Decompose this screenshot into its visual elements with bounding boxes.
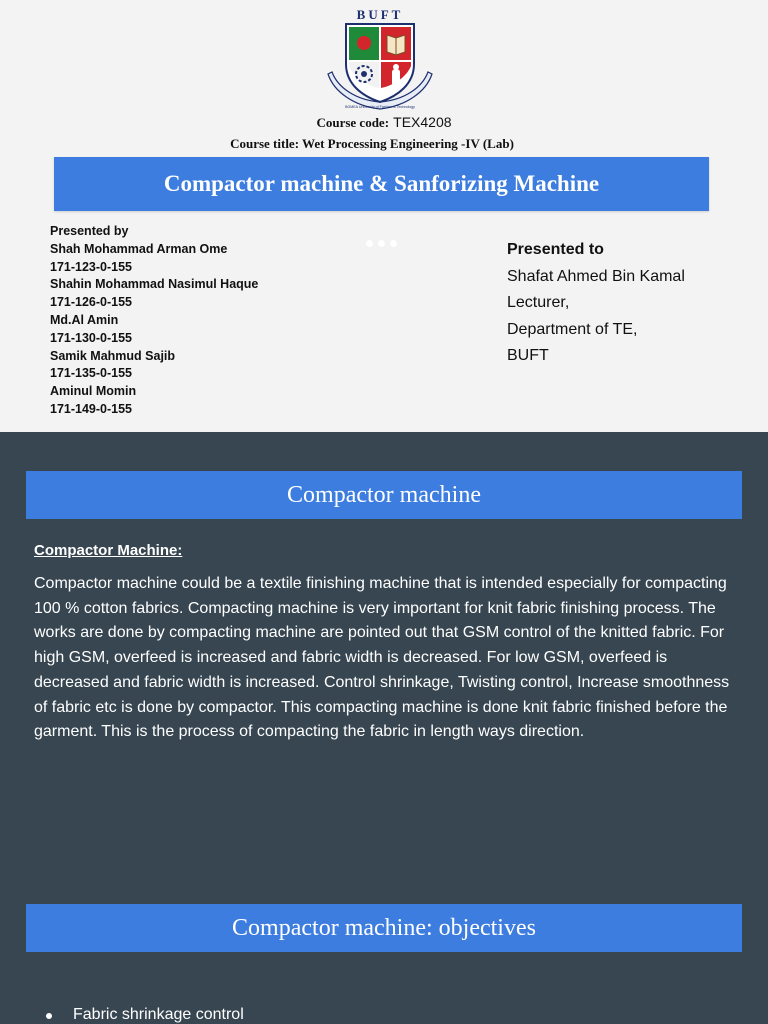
title-banner [54,157,709,211]
presented-by-block [50,223,350,419]
presenter-line: 171-149-0-155 [50,401,133,416]
objectives-banner-title: Compactor machine: objectives [232,914,536,941]
presentation-title: Compactor machine & Sanforizing Machine [163,171,600,196]
presented-to-block [507,237,747,370]
course-code-label: Course code: [316,115,390,130]
course-code-value: TEX4208 [393,114,452,130]
course-title-value: Wet Processing Engineering -IV (Lab) [302,136,514,151]
section-body-text: Compactor machine could be a textile finishing machine that is intended especially for compacting 100 % cotton fabrics. Compacting machine is very important for knit fabric finishing process. The works are done by compacting machine are pointed out that GSM control of the knitted fabric. For high GSM, overfeed is increased and fabric width is decreased. For low GSM, overfeed is decreased and fabric width is increased. Control shrinkage, Twisting control, Increase smoothness of fabric etc is done by compactor. This compacting machine is done knit fabric finished before the garment. This is the process of compacting the fabric in length ways direction. [34,575,730,741]
course-code [0,114,768,131]
course-title-label: Course title: [230,136,300,151]
presented-to-line: BUFT [507,347,549,364]
presenter-line: Shah Mohammad Arman Ome [50,241,228,256]
section-banner-title: Compactor machine [287,481,481,508]
presented-to-line: Shafat Ahmed Bin Kamal [507,267,685,285]
presenter-line: 171-123-0-155 [50,259,133,274]
objective-item: Fabric shrinkage control [44,1006,244,1024]
ellipsis-dots-icon [366,240,406,248]
presenter-line: Md.Al Amin [50,312,119,327]
presented-to-line: Department of TE, [507,320,638,338]
presented-by-heading: Presented by [50,224,129,238]
presenter-line: Aminul Momin [50,384,137,399]
presenter-line: 171-126-0-155 [50,295,133,310]
objectives-banner [26,904,742,952]
buft-logo [324,8,436,114]
objectives-list [44,1006,244,1024]
title-slide [0,0,768,432]
logo-ring-text: BGMEA University of Fashion & Technology [345,105,415,109]
compactor-slide [0,432,768,1024]
presenter-line: Samik Mahmud Sajib [50,348,176,363]
presenter-line: 171-135-0-155 [50,366,133,381]
presented-to-heading: Presented to [507,241,604,258]
logo-wordmark: BUFT [356,8,404,22]
presenter-line: Shahin Mohammad Nasimul Haque [50,277,259,292]
presenter-line: 171-130-0-155 [50,330,133,345]
section-banner [26,471,742,519]
course-title [0,136,744,152]
presented-to-line: Lecturer, [507,294,570,311]
section-heading: Compactor Machine: [34,542,183,559]
